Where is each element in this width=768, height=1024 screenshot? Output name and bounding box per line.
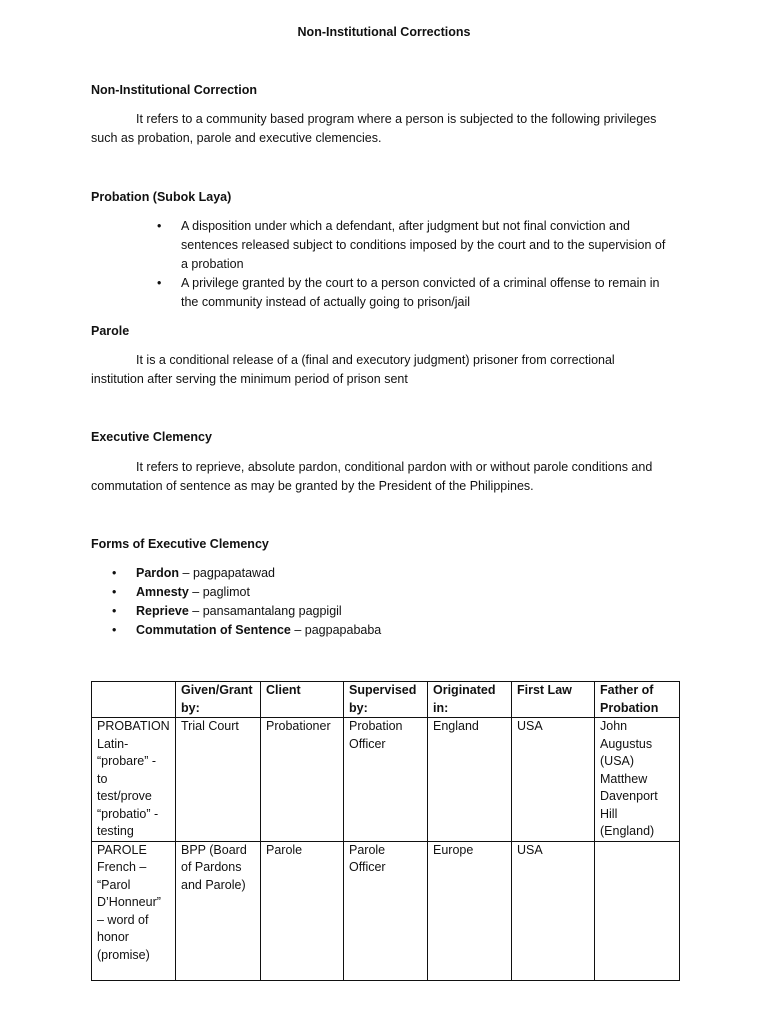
cell-line: Officer bbox=[349, 736, 386, 751]
heading-probation: Probation (Subok Laya) bbox=[91, 190, 232, 204]
table-row bbox=[92, 841, 680, 980]
cell-line: BPP (Board bbox=[181, 842, 247, 857]
cell-line: “probare” - bbox=[97, 754, 157, 768]
list-item bbox=[112, 564, 636, 583]
cell-line: “Parol bbox=[97, 877, 131, 892]
cell-line: D’Honneur” bbox=[97, 895, 161, 909]
table-header-cell bbox=[261, 682, 344, 718]
cell-line: USA bbox=[517, 842, 543, 857]
table-header-cell bbox=[176, 682, 261, 718]
cell-line: Parole bbox=[349, 842, 386, 857]
table-header-cell bbox=[92, 682, 176, 718]
paragraph-line: such as probation, parole and executive clemencies. bbox=[91, 131, 382, 145]
table-cell bbox=[92, 841, 176, 980]
paragraph-line: It refers to a community based program where a person is subjected to the following privileges bbox=[136, 112, 657, 126]
document-title: Non-Institutional Corrections bbox=[297, 25, 471, 39]
paragraph-line: institution after serving the minimum period of prison sent bbox=[91, 372, 408, 386]
cell-line: to bbox=[97, 771, 108, 786]
table-header-cell bbox=[428, 682, 512, 718]
paragraph-line: It is a conditional release of a (final and executory judgment) prisoner from correctional bbox=[136, 353, 615, 367]
table-cell bbox=[261, 841, 344, 980]
cell-line: USA bbox=[517, 719, 543, 733]
cell-line: Given/Grant bbox=[181, 683, 253, 697]
term: Amnesty bbox=[136, 585, 189, 599]
table-header-row bbox=[92, 682, 680, 718]
list-item bbox=[112, 602, 636, 621]
list-item bbox=[112, 621, 636, 640]
cell-line: Matthew bbox=[600, 771, 648, 786]
cell-line: Officer bbox=[349, 860, 386, 874]
cell-line: (England) bbox=[600, 824, 655, 838]
paragraph-non-institutional-correction bbox=[91, 110, 691, 148]
table-cell bbox=[512, 841, 595, 980]
table-header-cell bbox=[595, 682, 680, 718]
probation-definition-list bbox=[157, 217, 681, 312]
bullet-icon: • bbox=[112, 585, 117, 599]
cell-line: Father of bbox=[600, 683, 654, 697]
table-cell bbox=[344, 841, 428, 980]
cell-line: Latin- bbox=[97, 736, 129, 751]
cell-line: honor bbox=[97, 930, 129, 944]
list-item bbox=[157, 274, 681, 312]
list-item-line: A disposition under which a defendant, after judgment but not final conviction and bbox=[181, 219, 630, 233]
separator: – bbox=[188, 585, 203, 599]
table-cell bbox=[92, 718, 176, 842]
table-row bbox=[92, 718, 680, 842]
meaning: pagpapababa bbox=[304, 623, 382, 637]
term: Pardon bbox=[136, 566, 180, 580]
cell-line: (USA) bbox=[600, 754, 635, 768]
cell-line: Parole bbox=[266, 842, 303, 857]
paragraph-line: It refers to reprieve, absolute pardon, conditional pardon with or without parole conditions and bbox=[136, 460, 653, 474]
heading-forms-of-executive-clemency: Forms of Executive Clemency bbox=[91, 537, 269, 551]
cell-line: Originated bbox=[433, 683, 496, 697]
cell-line: test/prove bbox=[97, 789, 152, 803]
cell-line: French – bbox=[97, 860, 147, 874]
table-cell bbox=[176, 718, 261, 842]
table-cell-empty bbox=[595, 841, 680, 980]
list-item bbox=[112, 583, 636, 602]
list-item-line: A privilege granted by the court to a person convicted of a criminal offense to remain in bbox=[181, 276, 660, 290]
list-item-line: a probation bbox=[181, 257, 244, 271]
forms-of-clemency-list bbox=[112, 564, 636, 640]
separator: – bbox=[179, 566, 193, 580]
heading-parole: Parole bbox=[91, 324, 130, 338]
paragraph-line: commutation of sentence as may be granted by the President of the Philippines. bbox=[91, 479, 534, 493]
bullet-icon: • bbox=[112, 623, 117, 637]
cell-line: Probation bbox=[600, 700, 659, 715]
cell-line: (promise) bbox=[97, 947, 150, 962]
term: Commutation of Sentence bbox=[136, 623, 291, 637]
table-cell bbox=[176, 841, 261, 980]
cell-line: Client bbox=[266, 683, 301, 697]
cell-line: and Parole) bbox=[181, 877, 246, 892]
cell-line: Probation bbox=[349, 719, 403, 733]
cell-line: – word of bbox=[97, 912, 149, 927]
list-item-line: the community instead of actually going to prison/jail bbox=[181, 295, 471, 309]
bullet-icon: • bbox=[112, 566, 117, 580]
cell-line: Augustus bbox=[600, 736, 653, 751]
term: Reprieve bbox=[136, 604, 189, 618]
heading-executive-clemency: Executive Clemency bbox=[91, 430, 212, 444]
cell-line: John bbox=[600, 719, 628, 733]
table-cell bbox=[428, 718, 512, 842]
meaning: paglimot bbox=[202, 585, 250, 599]
heading-non-institutional-correction: Non-Institutional Correction bbox=[91, 83, 257, 97]
cell-line: England bbox=[433, 719, 479, 733]
meaning: pansamantalang pagpigil bbox=[202, 604, 342, 618]
cell-line: Supervised bbox=[349, 683, 417, 697]
cell-line: of Pardons bbox=[181, 860, 242, 874]
cell-line: “probatio” - bbox=[97, 806, 159, 821]
cell-line: PAROLE bbox=[97, 842, 147, 857]
meaning: pagpapatawad bbox=[192, 566, 275, 580]
bullet-icon: • bbox=[157, 276, 162, 290]
table-cell bbox=[428, 841, 512, 980]
paragraph-executive-clemency bbox=[91, 458, 691, 496]
cell-line: First Law bbox=[517, 683, 572, 697]
cell-line: by: bbox=[181, 700, 200, 715]
cell-line: Davenport bbox=[600, 789, 658, 803]
cell-line: Europe bbox=[433, 842, 474, 857]
cell-line: testing bbox=[97, 824, 134, 838]
cell-line: PROBATION bbox=[97, 719, 170, 733]
comparison-table bbox=[91, 681, 680, 981]
table-cell bbox=[261, 718, 344, 842]
cell-line: Hill bbox=[600, 806, 618, 821]
table-cell bbox=[512, 718, 595, 842]
paragraph-parole bbox=[91, 351, 691, 389]
cell-line: Probationer bbox=[266, 719, 331, 733]
cell-line: Trial Court bbox=[181, 719, 239, 733]
separator: – bbox=[188, 604, 203, 618]
separator: – bbox=[290, 623, 305, 637]
table-cell bbox=[344, 718, 428, 842]
cell-line: in: bbox=[433, 700, 449, 715]
cell-line: by: bbox=[349, 700, 368, 715]
bullet-icon: • bbox=[112, 604, 117, 618]
list-item-line: sentences released subject to conditions imposed by the court and to the supervision of bbox=[181, 238, 666, 252]
table-cell bbox=[595, 718, 680, 842]
list-item bbox=[157, 217, 681, 274]
bullet-icon: • bbox=[157, 219, 162, 233]
table-header-cell bbox=[512, 682, 595, 718]
table-header-cell bbox=[344, 682, 428, 718]
